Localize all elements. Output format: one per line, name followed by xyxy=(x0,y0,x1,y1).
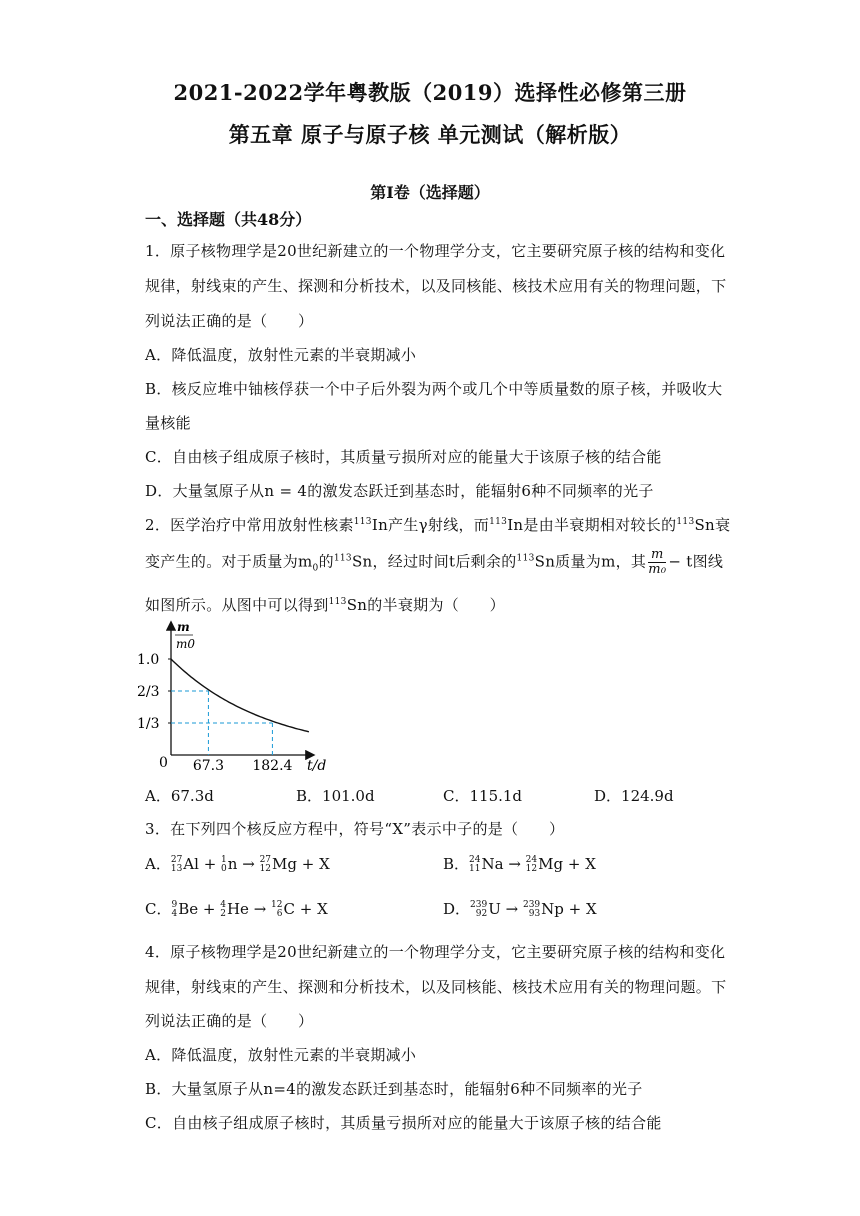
equation-operator: → xyxy=(503,855,526,873)
q3-option-d xyxy=(443,898,597,919)
nuclide-symbol: C xyxy=(283,900,295,918)
nuclide-indices: 27 12 xyxy=(259,855,272,874)
m-over-m0-fraction: $\frac{m}{\text{m₀}}$ xyxy=(648,547,667,577)
nuclide-indices: 239 93 xyxy=(522,900,541,919)
q2-option-b: B．101.0d xyxy=(296,787,375,805)
q3-option-b xyxy=(443,853,596,874)
equation-operator: + X xyxy=(563,900,597,918)
y-axis-label-num: m xyxy=(177,620,190,634)
nuclide-symbol: U xyxy=(488,900,501,918)
section-title: 一、选择题（共48分） xyxy=(145,210,312,229)
nuclide-symbol: He xyxy=(226,900,249,918)
q1-line-2: 规律，射线束的产生、探测和分析技术，以及同核能、核技术应用有关的物理问题，下 xyxy=(145,277,727,295)
nuclide-symbol: Np xyxy=(541,900,564,918)
q4-line-2: 规律，射线束的产生、探测和分析技术，以及同核能、核技术应用有关的物理问题。下 xyxy=(145,978,727,996)
q4-option-b: B．大量氢原子从n=4的激发态跃迁到基态时，能辐射6种不同频率的光子 xyxy=(145,1080,643,1098)
q1-line-1: 1．原子核物理学是20世纪新建立的一个物理学分支，它主要研究原子核的结构和变化 xyxy=(145,242,726,260)
nuclide-symbol: Mg xyxy=(272,855,297,873)
y-tick-label: 1.0 xyxy=(137,652,160,668)
nuclide-symbol: Na xyxy=(481,855,504,873)
q1-line-3: 列说法正确的是（ ） xyxy=(145,312,314,330)
equation-operator: + X xyxy=(296,855,330,873)
q2-line-3: 如图所示。从图中可以得到$^{113}$Sn的半衰期为（ ） xyxy=(145,596,505,614)
y-tick-label: 1/3 xyxy=(137,716,160,732)
equation-operator: → xyxy=(237,855,260,873)
volume-title: 第Ⅰ卷（选择题） xyxy=(370,183,490,202)
nuclide-indices: 4 2 xyxy=(220,900,226,919)
q4-option-c: C．自由核子组成原子核时，其质量亏损所对应的能量大于该原子核的结合能 xyxy=(145,1114,662,1132)
equation-operator: + X xyxy=(294,900,328,918)
nuclide-indices: 12 6 xyxy=(271,900,283,919)
nuclide-symbol: Al xyxy=(183,855,199,873)
q1-option-b: B．核反应堆中铀核俘获一个中子后外裂为两个或几个中等质量数的原子核，并吸收大 xyxy=(145,380,723,398)
q2-line-1: 2．医学治疗中常用放射性核素$^{113}$In产生γ射线，而$^{113}$In是由半衰期相对较长的$^{113}$Sn衰 xyxy=(145,516,731,534)
q2-option-c: C．115.1d xyxy=(443,787,523,805)
nuclide-indices: 27 13 xyxy=(170,855,183,874)
nuclide-indices: 24 11 xyxy=(469,855,481,874)
q2-line-2: 变产生的。对于质量为$m_0$的$^{113}$Sn，经过时间t后剩余的$^{113}$Sn质量为m，其 $\frac{m}{\text{m₀}}$ − t图线 xyxy=(145,547,724,577)
nuclide-indices: 24 12 xyxy=(525,855,538,874)
nuclide-indices: 1 0 xyxy=(221,855,227,874)
option-label: D． xyxy=(443,900,471,918)
document-title: 2021-2022学年粤教版（2019）选择性必修第三册 xyxy=(173,80,687,105)
option-label: B． xyxy=(443,855,470,873)
nuclide-symbol: Mg xyxy=(538,855,564,873)
x-axis-label: t/d xyxy=(307,758,327,774)
q1-option-d: D．大量氢原子从n = 4的激发态跃迁到基态时，能辐射6种不同频率的光子 xyxy=(145,482,654,500)
decay-chart xyxy=(135,615,355,780)
q1-option-a: A．降低温度，放射性元素的半衰期减小 xyxy=(145,346,417,364)
q3-option-c xyxy=(145,898,328,919)
nuclide-indices: 239 92 xyxy=(470,900,488,919)
q4-line-1: 4．原子核物理学是20世纪新建立的一个物理学分支，它主要研究原子核的结构和变化 xyxy=(145,943,726,961)
equation-operator: → xyxy=(500,900,523,918)
x-tick-label: 182.4 xyxy=(252,758,293,774)
equation-operator: → xyxy=(248,900,272,918)
nuclide-symbol: n xyxy=(227,855,238,873)
x-tick-label: 67.3 xyxy=(192,758,225,774)
decay-curve xyxy=(171,659,309,732)
origin-label: 0 xyxy=(159,755,168,771)
q4-option-a: A．降低温度，放射性元素的半衰期减小 xyxy=(145,1046,417,1064)
q3-option-a xyxy=(145,853,330,874)
q1-option-b-cont: 量核能 xyxy=(145,414,191,432)
equation-operator: + xyxy=(198,900,221,918)
equation-operator: + xyxy=(198,855,222,873)
equation-operator: + X xyxy=(563,855,596,873)
option-label: C． xyxy=(145,900,172,918)
q1-option-c: C．自由核子组成原子核时，其质量亏损所对应的能量大于该原子核的结合能 xyxy=(145,448,662,466)
y-tick-label: 2/3 xyxy=(137,684,160,700)
document-subtitle: 第五章 原子与原子核 单元测试（解析版） xyxy=(228,122,632,147)
q2-option-a: A．67.3d xyxy=(145,787,214,805)
option-label: A． xyxy=(145,855,171,873)
q3-stem: 3．在下列四个核反应方程中，符号“X”表示中子的是（ ） xyxy=(145,820,565,838)
q4-line-3: 列说法正确的是（ ） xyxy=(145,1012,314,1030)
nuclide-indices: 9 4 xyxy=(171,900,178,919)
nuclide-symbol: Be xyxy=(178,900,199,918)
q2-option-d: D．124.9d xyxy=(594,787,674,805)
y-axis-label-den: m0 xyxy=(176,637,196,651)
